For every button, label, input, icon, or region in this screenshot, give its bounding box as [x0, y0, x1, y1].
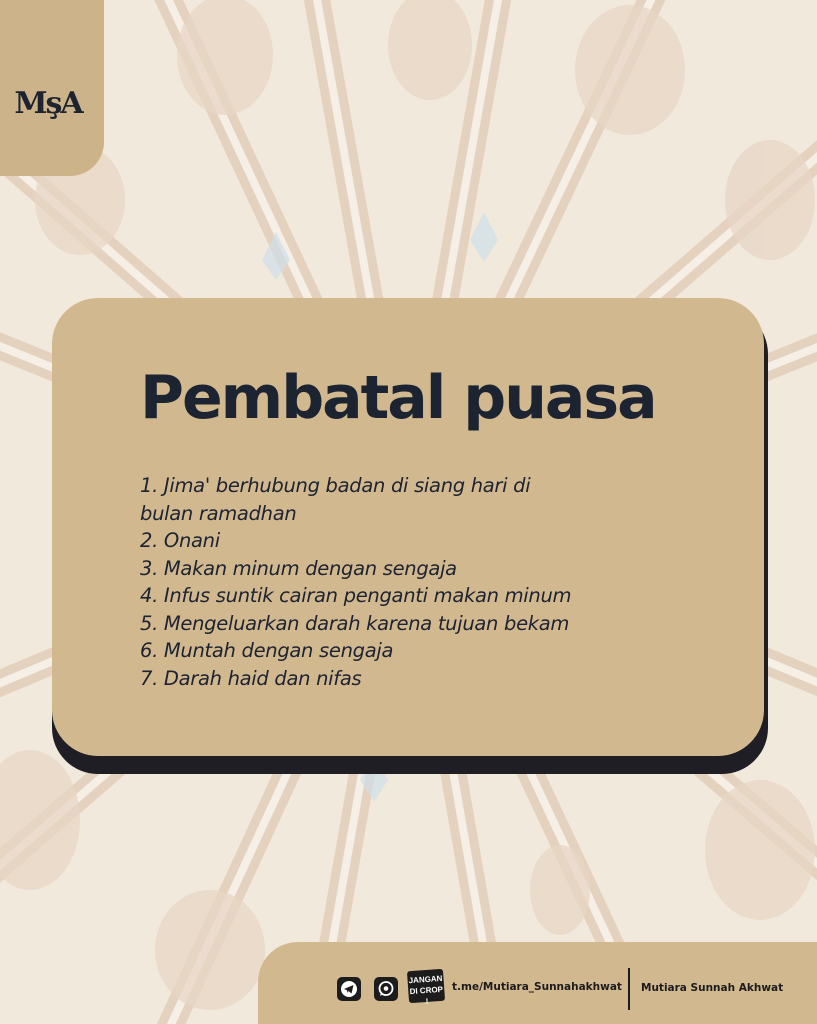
- whatsapp-glyph-icon: [377, 980, 395, 998]
- list-item: 2. Onani: [140, 529, 220, 552]
- telegram-icon[interactable]: [337, 977, 361, 1001]
- list-item: 7. Darah haid dan nifas: [140, 666, 362, 690]
- no-crop-badge: [407, 969, 445, 1007]
- brand-logo: MşA: [14, 86, 82, 121]
- list-item: 4. Infus suntik cairan penganti makan minum: [140, 584, 572, 607]
- no-crop-line-2: DI CROP !: [409, 984, 444, 1007]
- list-item: 1. Jima' berhubung badan di siang hari di: [140, 474, 531, 497]
- page-title: Pembatal puasa: [140, 363, 656, 433]
- list-item: bulan ramadhan: [140, 501, 297, 525]
- telegram-link[interactable]: t.me/Mutiara_Sunnahakhwat: [452, 981, 622, 993]
- list-item: 3. Makan minum dengan sengaja: [140, 556, 457, 580]
- whatsapp-icon[interactable]: [374, 977, 398, 1001]
- list-item: 5. Mengeluarkan darah karena tujuan bekam: [140, 611, 570, 635]
- list-item: 6. Muntah dengan sengaja: [140, 639, 394, 662]
- account-name: Mutiara Sunnah Akhwat: [641, 982, 784, 994]
- no-crop-line-1: JANGAN: [408, 973, 443, 986]
- footer-divider: [628, 968, 630, 1010]
- rules-list: [140, 472, 660, 692]
- telegram-glyph-icon: [340, 980, 358, 998]
